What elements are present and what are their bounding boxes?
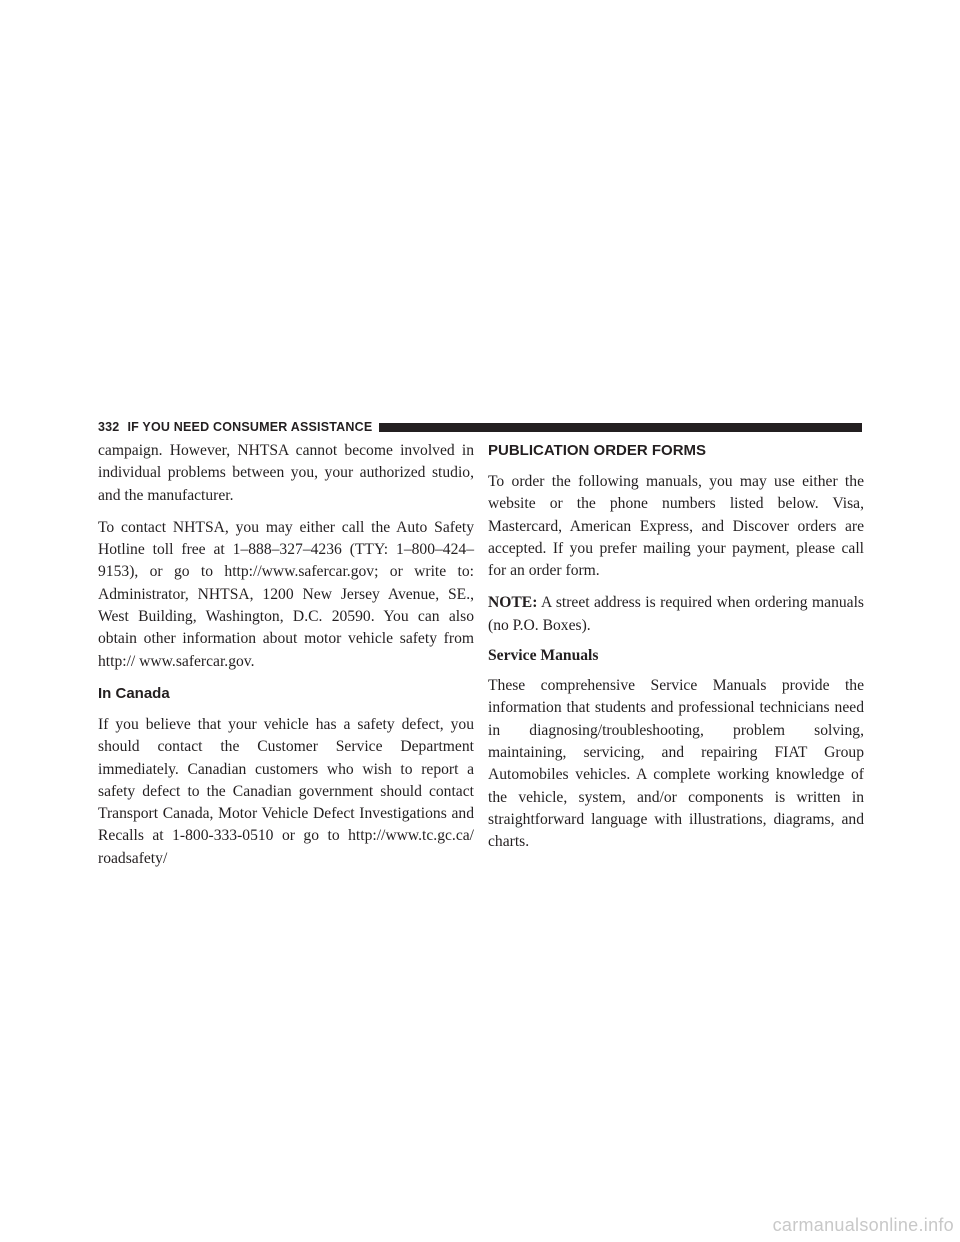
order-intro-paragraph: To order the following manuals, you may use either the website or the phone numbers listed below. Visa, Mastercard, American Express, and Discover orders are accepted. If you prefer mailing your payment, please call for an order form. xyxy=(488,473,864,580)
publication-order-forms-heading: PUBLICATION ORDER FORMS xyxy=(488,442,707,459)
page-number: 332 xyxy=(98,420,120,434)
section-title: IF YOU NEED CONSUMER ASSISTANCE xyxy=(127,420,373,434)
nhtsa-campaign-paragraph: campaign. However, NHTSA cannot become involved in individual problems between you, your authorized studio, and the manufacturer. xyxy=(98,442,474,504)
left-column xyxy=(98,440,474,880)
watermark: carmanualsonline.info xyxy=(772,1215,954,1235)
note-label: NOTE: xyxy=(488,594,538,612)
service-manuals-heading: Service Manuals xyxy=(488,647,599,665)
in-canada-heading: In Canada xyxy=(98,684,170,702)
right-column xyxy=(488,440,864,863)
note-paragraph xyxy=(488,592,864,637)
page-header xyxy=(98,419,862,435)
nhtsa-contact-paragraph: To contact NHTSA, you may either call the Auto Safety Hotline toll free at 1–888–327–4236 (TTY: 1–800–424– 9153), or go to http://www.safercar.gov; or write to: Administrator, NHTSA, 1200 New Jersey Avenue, SE., West Building, Washington, D.C. 20590. You can also obtain other information about motor vehicle safety from http:// www.safercar.gov. xyxy=(98,518,474,670)
service-manuals-paragraph: These comprehensive Service Manuals provide the information that students and professional technicians need in diagnosing/troubleshooting, problem solving, maintaining, servicing, and repairing FIAT Group Automobiles vehicles. A complete working knowledge of the vehicle, system, and/or components is written in straightforward language with illustrations, diagrams, and charts. xyxy=(488,677,864,851)
note-text: A street address is required when ordering manuals (no P.O. Boxes). xyxy=(488,594,864,634)
canada-paragraph: If you believe that your vehicle has a safety defect, you should contact the Customer Service Department immediately. Canadian customers who wish to report a safety defect to the Canadian government should contact Transport Canada, Motor Vehicle Defect Investigations and Recalls at 1-800-333-0510 or go to http://www.tc.gc.ca/ roadsafety/ xyxy=(98,715,474,867)
header-rule xyxy=(379,423,862,432)
